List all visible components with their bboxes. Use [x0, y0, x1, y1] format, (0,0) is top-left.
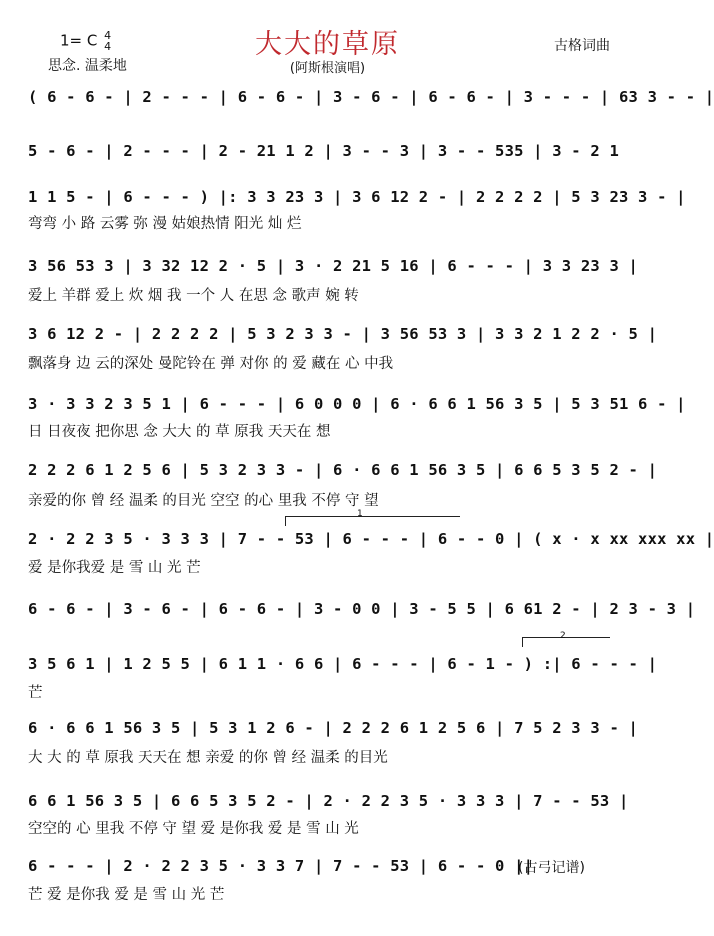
lyrics-row: 爱上 羊群 爱上 炊 烟 我 一个 人 在思 念 歌声 婉 转	[28, 288, 359, 304]
lyrics-row: 亲爱的你 曾 经 温柔 的目光 空空 的心 里我 不停 守 望	[28, 493, 379, 509]
first-ending-bracket	[285, 516, 460, 517]
notation-row: 3 6 12 2 - | 2 2 2 2 | 5 3 2 3 3 - | 3 56 53 3 | 3 3 2 1 2 2 · 5 |	[28, 325, 658, 343]
notation-row: 3 · 3 3 2 3 5 1 | 6 - - - | 6 0 0 0 | 6 · 6 6 1 56 3 5 | 5 3 51 6 - |	[28, 395, 686, 413]
transcriber-note: (古弓记谱)	[518, 860, 585, 876]
lyrics-row: 飘落身 边 云的深处 曼陀铃在 弹 对你 的 爱 藏在 心 中我	[28, 356, 394, 372]
key-text: 1= C	[60, 31, 98, 50]
notation-row: 6 · 6 6 1 56 3 5 | 5 3 1 2 6 - | 2 2 2 6 1 2 5 6 | 7 5 2 3 3 - |	[28, 719, 639, 737]
lyrics-row: 弯弯 小 路 云雾 弥 漫 姑娘热情 阳光 灿 烂	[28, 216, 302, 232]
second-ending-number: 2	[560, 631, 566, 641]
lyrics-row: 日 日夜夜 把你思 念 大大 的 草 原我 天天在 想	[28, 424, 331, 440]
lyrics-row: 芒	[28, 685, 43, 701]
notation-row: 2 · 2 2 3 5 · 3 3 3 | 7 - - 53 | 6 - - - | 6 - - 0 | ( x · x xx xxx xx |	[28, 530, 714, 548]
notation-row: ( 6 - 6 - | 2 - - - | 6 - 6 - | 3 - 6 - | 6 - 6 - | 3 - - - | 63 3 - - |	[28, 88, 714, 106]
second-ending-bracket	[522, 637, 610, 638]
notation-row: 1 1 5 - | 6 - - - ) |: 3 3 23 3 | 3 6 12 2 - | 2 2 2 2 | 5 3 23 3 - |	[28, 188, 686, 206]
song-subtitle: (阿斯根演唱)	[289, 61, 366, 76]
notation-row: 6 6 1 56 3 5 | 6 6 5 3 5 2 - | 2 · 2 2 3 5 · 3 3 3 | 7 - - 53 |	[28, 792, 629, 810]
credit: 古格词曲	[554, 38, 610, 54]
lyrics-row: 空空的 心 里我 不停 守 望 爱 是你我 爱 是 雪 山 光	[28, 821, 359, 837]
notation-row: 2 2 2 6 1 2 5 6 | 5 3 2 3 3 - | 6 · 6 6 1 56 3 5 | 6 6 5 3 5 2 - |	[28, 461, 658, 479]
time-top: 4	[104, 29, 112, 42]
notation-row: 3 56 53 3 | 3 32 12 2 · 5 | 3 · 2 21 5 16 | 6 - - - | 3 3 23 3 |	[28, 257, 639, 275]
notation-row: 6 - 6 - | 3 - 6 - | 6 - 6 - | 3 - 0 0 | 3 - 5 5 | 6 61 2 - | 2 3 - 3 |	[28, 600, 696, 618]
lyrics-row: 爱 是你我爱 是 雪 山 光 芒	[28, 560, 201, 576]
lyrics-row: 大 大 的 草 原我 天天在 想 亲爱 的你 曾 经 温柔 的目光	[28, 750, 388, 766]
notation-row: 3 5 6 1 | 1 2 5 5 | 6 1 1 · 6 6 | 6 - - - | 6 - 1 - ) :| 6 - - - |	[28, 655, 658, 673]
lyrics-row: 芒 爱 是你我 爱 是 雪 山 光 芒	[28, 887, 225, 903]
notation-row: 6 - - - | 2 · 2 2 3 5 · 3 3 7 | 7 - - 53 | 6 - - 0 ||	[28, 857, 534, 875]
first-ending-number: 1	[357, 509, 363, 519]
time-bottom: 4	[104, 40, 112, 53]
mood-marking: 思念. 温柔地	[48, 58, 127, 74]
notation-row: 5 - 6 - | 2 - - - | 2 - 21 1 2 | 3 - - 3 | 3 - - 535 | 3 - 2 1	[28, 142, 619, 160]
song-title: 大大的草原	[255, 29, 400, 60]
